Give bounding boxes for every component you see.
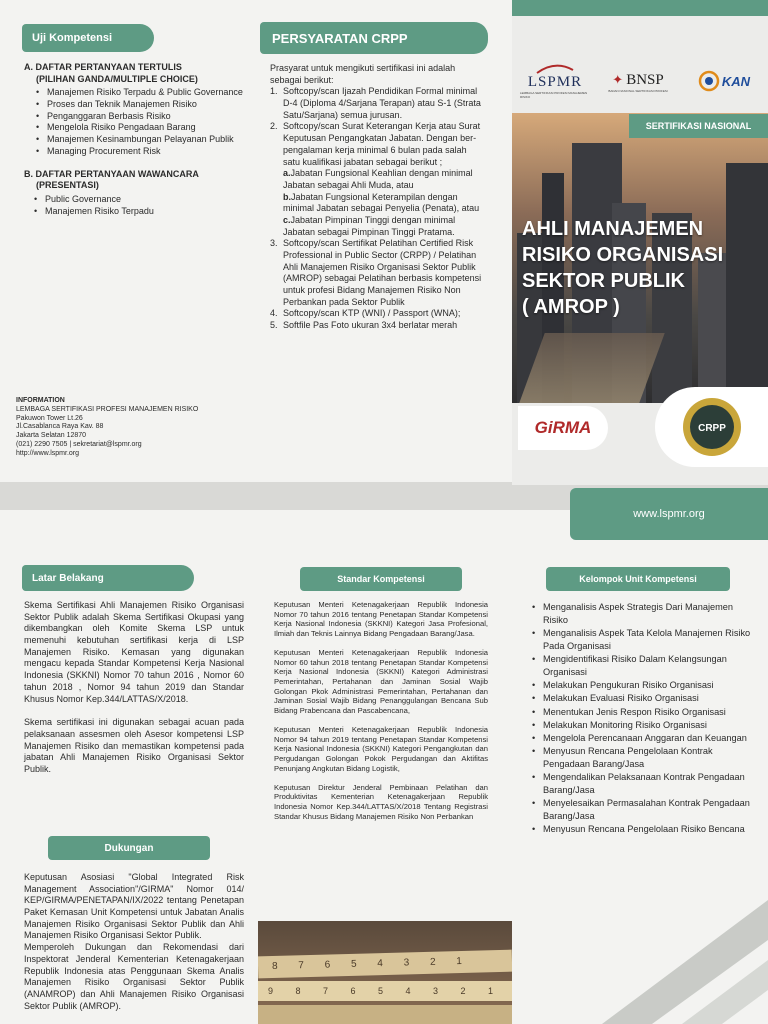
dukungan-paragraph: Keputusan Asosiasi "Global Integrated Risk Management Association"/GIRMA" Nomor 014/ KEP/GIRMA/PENETAPAN/IX/2022 tentang Penetapan Paket Kemasan Unit Kompetensi untuk Jabatan Analis Manajemen Risiko Organisasi Sektor Publik dan Ahli Manajemen Risiko Organisasi Sektor Publik. — [24, 872, 244, 941]
persyaratan-header — [260, 22, 488, 54]
list-item: • Menyelesaikan Permasalahan Kontrak Pengadaan Barang/Jasa — [532, 797, 754, 823]
persyaratan-title: PERSYARATAN CRPP — [272, 30, 408, 46]
list-item: 1. Softcopy/scan Ijazah Pendidikan Formal minimal D-4 (Diploma 4/Sarjana Terapan) atau S-1 (Strata Satu/Sarjana) semua jurusan. — [270, 86, 481, 120]
ruler-top: 8 7 6 5 4 3 2 1 — [258, 950, 512, 979]
list-item: • Mengelola Perencanaan Anggaran dan Keuangan — [532, 732, 754, 745]
list-item: 3. Softcopy/scan Sertifikat Pelatihan Certified Risk Professional in Public Sector (CRPP) / Pelatihan Ahli Manajemen Risiko Organisasi Sektor Publik (AMROP) sebagai Pelatihan berbasis kompetensi untuk profesi Bidang Manajemen Risiko Non Perbankan pada Sektor Publik — [270, 238, 482, 307]
dukungan-text — [24, 872, 244, 1012]
standar-kompetensi-header: Standar Kompetensi — [300, 567, 462, 591]
persyaratan-sublist — [270, 168, 482, 238]
cover-title: AHLI MANAJEMEN RISIKO ORGANISASI SEKTOR PUBLIK ( AMROP ) — [522, 218, 724, 318]
list-item: • Melakukan Evaluasi Risiko Organisasi — [532, 692, 754, 705]
list-item: • Manajemen Risiko Terpadu — [34, 206, 246, 218]
ruler-image — [258, 921, 512, 1024]
list-item: • Managing Procurement Risk — [36, 146, 246, 158]
persyaratan-section — [270, 63, 482, 332]
latar-paragraph: Skema Sertifikasi Ahli Manajemen Risiko Organisasi Sektor Publik adalah Skema Sertifikasi Okupasi yang dikembangkan oleh Komite Skema LSP untuk memenuhi kebutuhan sertifikasi kerja di LSP Manajemen Risiko. Kemasan yang digunakan mengacu kepada Standar Kompetensi Kerja Nasional Indonesia (SKKNI) Nomor 70 tahun 2016 , Nomor 60 tahun 2018 , Nomor 94 tahun 2019 dan Standar Khusus Nomor Kep.344/LATTAS/X/2018. — [24, 600, 244, 704]
list-item: • Menganalisis Aspek Strategis Dari Manajemen Risiko — [532, 601, 754, 627]
information-line: (021) 2290 7505 | sekretariat@lspmr.org — [16, 440, 142, 448]
list-item: 4. Softcopy/scan KTP (WNI) / Passport (WNA); — [270, 308, 461, 319]
section-b-list — [24, 194, 246, 217]
standar-paragraph: Keputusan Direktur Jenderal Pembinaan Pelatihan dan Produktivitas Kementerian Ketenagakerjaan Republik Indonesia Nomor Kep.344/LATTAS/X/2018 Tentang Registrasi Standar Khusus Bidang Manajemen Risiko Non Perbankan — [274, 782, 488, 821]
kan-logo: KAN — [684, 64, 764, 98]
list-item: 2. Softcopy/scan Surat Keterangan Kerja atau Surat Keputusan Pengangkatan Jabatan. Dengan ber- pengalaman kerja minimal 6 bulan pada salah satu kualifikasi jabatan sebagai berikut ; — [270, 121, 481, 167]
standar-kompetensi-text — [274, 600, 488, 821]
list-item: • Menyusun Rencana Pengelolaan Kontrak Pengadaan Barang/Jasa — [532, 745, 754, 771]
uji-kompetensi-title: Uji Kompetensi — [32, 32, 113, 44]
sub-item: b.Jabatan Fungsional Keterampilan dengan minimal Jabatan sebagai Penyelia (Penata), atau — [283, 191, 480, 214]
garuda-icon: ✦ — [612, 72, 624, 87]
section-a-title: A. DAFTAR PERTANYAAN TERTULIS — [24, 62, 182, 72]
list-item: • Melakukan Monitoring Risiko Organisasi — [532, 719, 754, 732]
persyaratan-list — [270, 86, 482, 168]
persyaratan-intro: Prasyarat untuk mengikuti sertifikasi ini adalah sebagai berikut: — [270, 63, 456, 85]
kelompok-unit-header: Kelompok Unit Kompetensi — [546, 567, 730, 591]
sub-item: c.Jabatan Pimpinan Tinggi dengan minimal Jabatan sebagai Pimpinan Tinggi Pratama. — [283, 214, 456, 237]
kelompok-unit-list — [532, 601, 754, 836]
persyaratan-list-continued — [270, 238, 482, 332]
bnsp-logo: ✦ BNSP BADAN NASIONAL SERTIFIKASI PROFESI — [608, 71, 668, 93]
list-item: • Menentukan Jenis Respon Risiko Organisasi — [532, 706, 754, 719]
girma-logo: GiRMA — [518, 406, 608, 450]
latar-belakang-text — [24, 600, 244, 776]
decorative-stripes — [512, 880, 768, 1024]
lspmr-arc-icon — [535, 64, 575, 74]
list-item: • Manajemen Risiko Terpadu & Public Governance — [36, 87, 246, 99]
uji-kompetensi-header — [22, 24, 154, 52]
standar-paragraph: Keputusan Menteri Ketenagakerjaan Republik Indonesia Nomor 94 tahun 2019 tentang Penetapan Standar Kompetensi Kerja Nasional Indonesia (SKKNI) Kategori Pengangkutan dan Pergudangan Golongan Pokok Pergudangan dan Aktifitas Penunjang Angkutan Bidang Logistik, — [274, 724, 488, 773]
section-a-list — [24, 87, 246, 157]
list-item: • Mengidentifikasi Risiko Dalam Kelangsungan Organisasi — [532, 653, 754, 679]
information-link[interactable]: http://www.lspmr.org — [16, 449, 80, 457]
crpp-badge — [655, 387, 768, 467]
latar-belakang-header: Latar Belakang — [22, 565, 194, 591]
crpp-seal-icon — [681, 396, 743, 458]
cover-top-bar — [512, 0, 768, 16]
latar-paragraph: Skema sertifikasi ini digunakan sebagai acuan pada pelaksanaan assesmen oleh Asesor kompetensi LSP Manajemen Risiko dan memastikan kompetensi pada jabatan Ahli Manajemen Risiko Organisasi Sektor Publik. — [24, 717, 244, 774]
sub-item: a.Jabatan Fungsional Keahlian dengan minimal Jabatan sebagai Ahli Muda, atau — [283, 168, 473, 190]
lspmr-logo: LSPMR LEMBAGA SERTIFIKASI PROFESI MANAJEMEN RISIKO — [520, 60, 590, 102]
svg-text:CRPP: CRPP — [697, 423, 726, 434]
standar-paragraph: Keputusan Menteri Ketenagakerjaan Republik Indonesia Nomor 70 tahun 2016 tentang Penetapan Standar Kompetensi Kerja Nasional Indonesia (SKKNI) Kategori Jasa Profesional, Ilmiah dan Teknis Lainnya Bidang Pengadaan Barang/Jasa. — [274, 600, 488, 639]
information-heading: INFORMATION — [16, 397, 65, 404]
information-line: Jl.Casablanca Raya Kav. 88 — [16, 423, 104, 431]
information-block — [16, 397, 246, 458]
information-line: Jakarta Selatan 12870 — [16, 432, 87, 439]
section-a-subtitle: (PILIHAN GANDA/MULTIPLE CHOICE) — [36, 73, 198, 84]
kan-globe-icon — [698, 70, 720, 92]
uji-kompetensi-section — [24, 62, 246, 217]
list-item: • Mengendalikan Pelaksanaan Kontrak Pengadaan Barang/Jasa — [532, 771, 754, 797]
sertifikasi-nasional-badge: SERTIFIKASI NASIONAL — [629, 114, 768, 138]
ruler-bottom — [258, 1005, 512, 1024]
standar-paragraph: Keputusan Menteri Ketenagakerjaan Republik Indonesia Nomor 60 tahun 2018 tentang Penetapan Standar Kompetensi Kerja Nasional Indonesia (SKKNI) Kategori Administrasi Pemerintahan, Pertahanan dan Jaminan Sosial Wajib Golongan Pkok Administrasi Pemerintahan, Pertahanan dan Jaminan Sosial Wajib Bidang Penanggulangan Bencana Sub Bidang Prabencana dan Pascabencana, — [274, 647, 488, 716]
list-item: • Melakukan Pengukuran Risiko Organisasi — [532, 679, 754, 692]
dukungan-paragraph: Memperoleh Dukungan dan Rekomendasi dari Inspektorat Jenderal Kementerian Ketenagakerjaan Republik Indonesia atas Penggunaan Skema Analis Manajemen Risiko Organisasi Sektor Publik (ANAMROP) dan Ahli Manajemen Risiko Organisasi Sektor Publik (AMROP). — [24, 942, 244, 1011]
list-item: • Penganggaran Berbasis Risiko — [36, 111, 246, 123]
dukungan-header: Dukungan — [48, 836, 210, 860]
list-item: • Manajemen Kesinambungan Pelayanan Publik — [36, 134, 246, 146]
list-item: • Menganalisis Aspek Tata Kelola Manajemen Risiko Pada Organisasi — [532, 627, 754, 653]
list-item: 5. Softfile Pas Foto ukuran 3x4 berlatar merah — [270, 320, 458, 331]
website-link[interactable]: www.lspmr.org — [570, 488, 768, 540]
information-line: Pakuwon Tower Lt.26 — [16, 414, 83, 422]
list-item: • Proses dan Teknik Manajemen Risiko — [36, 99, 246, 111]
section-b-subtitle: (PRESENTASI) — [36, 180, 99, 191]
list-item: • Menyusun Rencana Pengelolaan Risiko Bencana — [532, 823, 754, 836]
section-b-title: B. DAFTAR PERTANYAAN WAWANCARA — [24, 168, 199, 179]
list-item: • Public Governance — [34, 194, 246, 206]
list-item: • Mengelola Risiko Pengadaan Barang — [36, 122, 246, 134]
information-line: LEMBAGA SERTIFIKASI PROFESI MANAJEMEN RISIKO — [16, 405, 199, 413]
ruler-middle: 9 8 7 6 5 4 3 2 1 — [258, 981, 512, 1001]
